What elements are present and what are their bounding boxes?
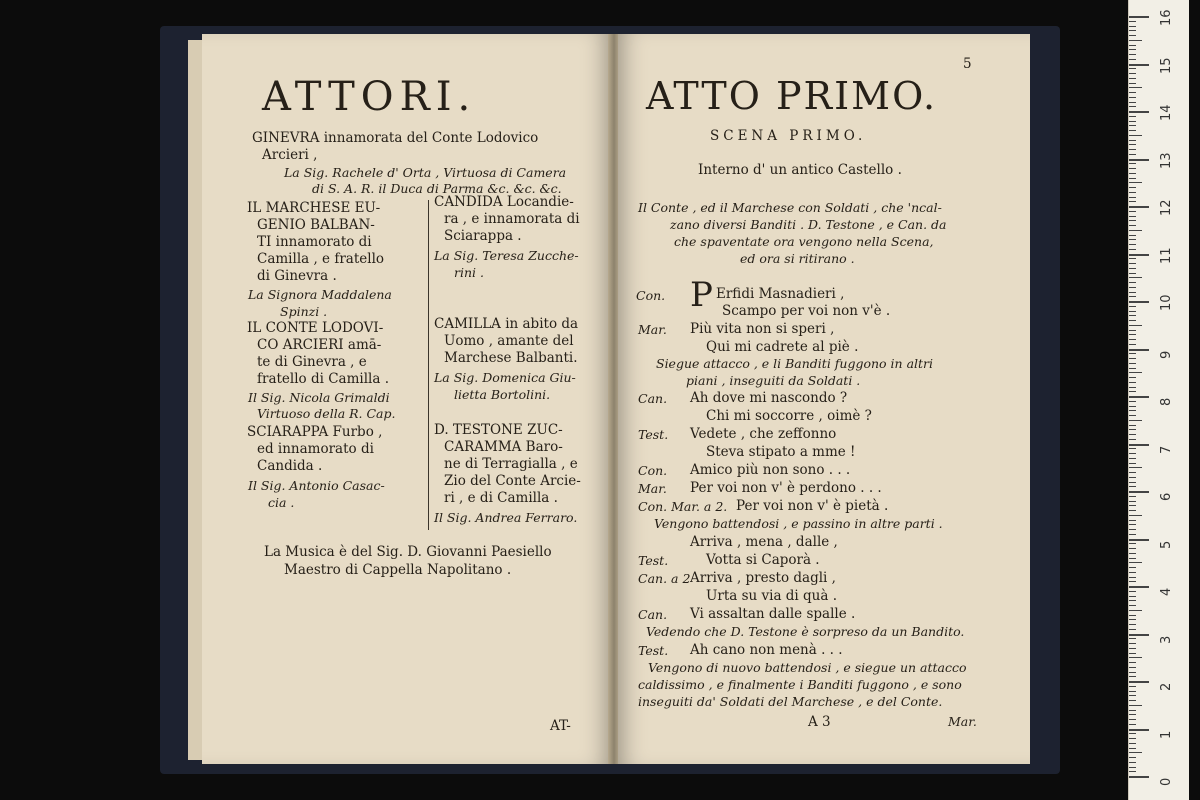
- ruler-tick: [1129, 425, 1136, 426]
- ruler-tick: [1129, 206, 1149, 208]
- ruler-tick: [1129, 258, 1136, 259]
- column-divider: [428, 200, 429, 530]
- ruler-tick: [1129, 657, 1142, 658]
- ruler-tick: [1129, 515, 1142, 516]
- right-page: [618, 34, 1030, 764]
- ruler-tick: [1129, 382, 1136, 383]
- ruler-tick: [1129, 653, 1136, 654]
- catchword: AT-: [550, 718, 571, 734]
- ruler-tick: [1129, 230, 1142, 231]
- ruler-label: 1: [1159, 730, 1174, 739]
- verse-line: Per voi non v' è perdono . . .: [690, 480, 882, 496]
- ruler-tick: [1129, 776, 1149, 778]
- scene-title: SCENA PRIMO.: [710, 128, 867, 144]
- ruler-tick: [1129, 220, 1136, 221]
- ruler-label: 16: [1159, 9, 1174, 26]
- ruler-label: 2: [1159, 682, 1174, 691]
- ruler-tick: [1129, 406, 1136, 407]
- ruler-tick: [1129, 344, 1136, 345]
- ruler-tick: [1129, 482, 1136, 483]
- stage-direction-2: caldissimo , e finalmente i Banditi fuggono , e sono: [638, 677, 962, 692]
- singer-sciarappa: Il Sig. Antonio Casac-: [248, 478, 385, 493]
- ruler-tick: [1129, 752, 1142, 753]
- singer-marchese-2: Spinzi .: [280, 304, 328, 319]
- ruler-tick: [1129, 387, 1136, 388]
- ruler-tick: [1129, 64, 1149, 66]
- ruler-tick: [1129, 638, 1136, 639]
- ruler-tick: [1129, 624, 1136, 625]
- ruler-tick: [1129, 529, 1136, 530]
- ruler-tick: [1129, 292, 1136, 293]
- ruler-label: 7: [1159, 445, 1174, 454]
- left-page: [202, 34, 610, 764]
- ruler-tick: [1129, 757, 1136, 758]
- ruler-tick: [1129, 738, 1136, 739]
- catchword: Mar.: [948, 714, 977, 729]
- verse-line: Arriva , mena , dalle ,: [690, 534, 838, 550]
- ruler-tick: [1129, 767, 1136, 768]
- ruler-tick: [1129, 586, 1149, 588]
- ruler-tick: [1129, 249, 1136, 250]
- ruler-tick: [1129, 54, 1136, 55]
- ruler-label: 4: [1159, 587, 1174, 596]
- singer-ginevra: La Sig. Rachele d' Orta , Virtuosa di Camera: [284, 165, 567, 180]
- ruler-tick: [1129, 377, 1136, 378]
- speaker: Can. a 2: [638, 571, 691, 586]
- speaker: Test.: [638, 643, 669, 658]
- ruler-tick: [1129, 372, 1142, 373]
- setting: Interno d' un antico Castello .: [698, 162, 902, 178]
- ruler-tick: [1129, 130, 1136, 131]
- ruler-tick: [1129, 748, 1136, 749]
- speaker: Test.: [638, 553, 669, 568]
- ruler-tick: [1129, 558, 1136, 559]
- ruler-tick: [1129, 743, 1136, 744]
- ruler-label: 14: [1159, 104, 1174, 121]
- ruler-tick: [1129, 444, 1149, 446]
- ruler-tick: [1129, 510, 1136, 511]
- ruler-tick: [1129, 714, 1136, 715]
- role-sciarappa-3: Candida .: [257, 458, 323, 474]
- role-candida: CANDIDA Locandie-: [434, 194, 574, 210]
- stage-direction: Vengono battendosi , e passino in altre parti .: [654, 516, 943, 531]
- ruler-tick: [1129, 168, 1136, 169]
- role-ginevra: GINEVRA innamorata del Conte Lodovico: [252, 130, 539, 146]
- ruler-tick: [1129, 111, 1149, 113]
- ruler-tick: [1129, 729, 1149, 731]
- ruler-tick: [1129, 239, 1136, 240]
- ruler-tick: [1129, 619, 1136, 620]
- ruler-tick: [1129, 396, 1149, 398]
- role-testone-3: ne di Terragialla , e: [444, 456, 578, 472]
- ruler-tick: [1129, 235, 1136, 236]
- role-candida-2: ra , e innamorata di: [444, 211, 580, 227]
- singer-testone: Il Sig. Andrea Ferraro.: [434, 510, 578, 525]
- ruler-tick: [1129, 339, 1136, 340]
- ruler-tick: [1129, 596, 1136, 597]
- ruler-label: 10: [1159, 294, 1174, 311]
- ruler-label: 3: [1159, 635, 1174, 644]
- ruler-label: 9: [1159, 350, 1174, 359]
- ruler-tick: [1129, 325, 1142, 326]
- ruler-tick: [1129, 648, 1136, 649]
- verse-line: Erfidi Masnadieri ,: [716, 286, 845, 302]
- role-conte-3: te di Ginevra , e: [257, 354, 367, 370]
- ruler-tick: [1129, 353, 1136, 354]
- ruler-tick: [1129, 434, 1136, 435]
- ruler-tick: [1129, 391, 1136, 392]
- ruler-tick: [1129, 591, 1136, 592]
- ruler-tick: [1129, 472, 1136, 473]
- verse-line: Amico più non sono . . .: [690, 462, 851, 478]
- ruler-tick: [1129, 159, 1149, 161]
- ruler-tick: [1129, 567, 1136, 568]
- speaker: Mar.: [638, 322, 667, 337]
- singer-marchese: La Signora Maddalena: [248, 287, 392, 302]
- stage-direction-2: zano diversi Banditi . D. Testone , e Can. da: [670, 217, 947, 232]
- ruler-tick: [1129, 724, 1136, 725]
- ruler-tick: [1129, 629, 1136, 630]
- ruler-tick: [1129, 182, 1142, 183]
- verse-line: Vi assaltan dalle spalle .: [690, 606, 856, 622]
- ruler-tick: [1129, 102, 1136, 103]
- verse-line: Qui mi cadrete al piè .: [706, 339, 859, 355]
- ruler-tick: [1129, 40, 1142, 41]
- ruler-tick: [1129, 667, 1136, 668]
- ruler-tick: [1129, 477, 1136, 478]
- ruler-tick: [1129, 225, 1136, 226]
- ruler-tick: [1129, 534, 1136, 535]
- ruler-tick: [1129, 144, 1136, 145]
- ruler-tick: [1129, 92, 1136, 93]
- ruler-tick: [1129, 401, 1136, 402]
- ruler-tick: [1129, 420, 1142, 421]
- ruler-label: 15: [1159, 56, 1174, 74]
- verse-line: Ah dove mi nascondo ?: [690, 390, 848, 406]
- ruler-tick: [1129, 762, 1136, 763]
- role-camilla: CAMILLA in abito da: [434, 316, 579, 332]
- ruler-tick: [1129, 467, 1142, 468]
- ruler-tick: [1129, 363, 1136, 364]
- ruler-tick: [1129, 600, 1136, 601]
- verse-line: Steva stipato a mme !: [706, 444, 856, 460]
- role-sciarappa-2: ed innamorato di: [257, 441, 374, 457]
- stage-direction: Il Conte , ed il Marchese con Soldati , che 'ncal-: [638, 200, 942, 215]
- ruler-tick: [1129, 311, 1136, 312]
- ruler-tick: [1129, 334, 1136, 335]
- ruler-tick: [1129, 192, 1136, 193]
- speaker: Mar.: [638, 481, 667, 496]
- ruler-tick: [1129, 178, 1136, 179]
- ruler-tick: [1129, 282, 1136, 283]
- ruler-label: 0: [1159, 777, 1174, 786]
- ruler-tick: [1129, 306, 1136, 307]
- ruler-tick: [1129, 458, 1136, 459]
- ruler-tick: [1129, 581, 1136, 582]
- ruler-tick: [1129, 116, 1136, 117]
- role-sciarappa: SCIARAPPA Furbo ,: [247, 424, 383, 440]
- verse-line: Urta su via di quà .: [706, 588, 838, 604]
- ruler-tick: [1129, 211, 1136, 212]
- ruler-tick: [1129, 605, 1136, 606]
- verse-line: Ah cano non menà . . .: [690, 642, 843, 658]
- role-conte: IL CONTE LODOVI-: [247, 320, 384, 336]
- ruler-label: 6: [1159, 492, 1174, 501]
- ruler-label: 8: [1159, 397, 1174, 406]
- ruler-tick: [1129, 634, 1149, 636]
- ruler-label: 12: [1159, 199, 1174, 216]
- ruler-label: 11: [1159, 246, 1174, 264]
- speaker: Con.: [638, 463, 668, 478]
- stage-direction-4: ed ora si ritirano .: [740, 251, 855, 266]
- ruler-tick: [1129, 21, 1136, 22]
- ruler-tick: [1129, 448, 1136, 449]
- singer-ginevra-2: di S. A. R. il Duca di Parma &c. &c. &c.: [312, 181, 562, 196]
- ruler-tick: [1129, 106, 1136, 107]
- ruler-tick: [1129, 273, 1136, 274]
- role-conte-4: fratello di Camilla .: [257, 371, 389, 387]
- ruler-tick: [1129, 201, 1136, 202]
- ruler-tick: [1129, 45, 1136, 46]
- ruler-tick: [1129, 187, 1136, 188]
- ruler-tick: [1129, 710, 1136, 711]
- ruler-tick: [1129, 173, 1136, 174]
- ruler-tick: [1129, 439, 1136, 440]
- ruler-tick: [1129, 68, 1136, 69]
- stage-direction-2: piani , inseguiti da Soldati .: [686, 373, 861, 388]
- ruler-tick: [1129, 320, 1136, 321]
- ruler-tick: [1129, 358, 1136, 359]
- ruler-tick: [1129, 268, 1136, 269]
- ruler-tick: [1129, 771, 1136, 772]
- ruler-tick: [1129, 501, 1136, 502]
- role-testone-5: ri , e di Camilla .: [444, 490, 558, 506]
- singer-candida: La Sig. Teresa Zucche-: [434, 248, 579, 263]
- ruler-tick: [1129, 140, 1136, 141]
- ruler-tick: [1129, 301, 1149, 303]
- page-number: 5: [963, 56, 972, 72]
- ruler-tick: [1129, 83, 1136, 84]
- ruler-tick: [1129, 719, 1136, 720]
- role-conte-2: CO ARCIERI amā-: [257, 337, 382, 353]
- ruler-tick: [1129, 35, 1136, 36]
- ruler-tick: [1129, 524, 1136, 525]
- ruler-tick: [1129, 705, 1142, 706]
- verse-line: Votta si Caporà .: [706, 552, 820, 568]
- ruler-tick: [1129, 154, 1136, 155]
- ruler-tick: [1129, 643, 1136, 644]
- ruler-tick: [1129, 610, 1142, 611]
- ruler-tick: [1129, 700, 1136, 701]
- ruler-tick: [1129, 491, 1149, 493]
- ruler-tick: [1129, 368, 1136, 369]
- ruler-tick: [1129, 263, 1136, 264]
- speaker: Can.: [638, 607, 668, 622]
- ruler-tick: [1129, 149, 1136, 150]
- ruler-label: 5: [1159, 540, 1174, 549]
- ruler-tick: [1129, 520, 1136, 521]
- ruler-tick: [1129, 87, 1142, 88]
- ruler-tick: [1129, 59, 1136, 60]
- ruler-tick: [1129, 695, 1136, 696]
- singer-conte-2: Virtuoso della R. Cap.: [257, 406, 396, 421]
- ruler-tick: [1129, 410, 1136, 411]
- music-credit-2: Maestro di Cappella Napolitano .: [284, 562, 512, 578]
- ruler-label: 13: [1159, 151, 1174, 169]
- ruler-tick: [1129, 415, 1136, 416]
- singer-camilla-2: lietta Bortolini.: [454, 387, 551, 402]
- verse-line: Chi mi soccorre , oimè ?: [706, 408, 872, 424]
- ruler-tick: [1129, 662, 1136, 663]
- role-camilla-2: Uomo , amante del: [444, 333, 574, 349]
- ruler-tick: [1129, 349, 1149, 351]
- stage-direction: Siegue attacco , e li Banditi fuggono in altri: [656, 356, 934, 371]
- role-testone: D. TESTONE ZUC-: [434, 422, 563, 438]
- role-testone-4: Zio del Conte Arcie-: [444, 473, 581, 489]
- ruler-tick: [1129, 672, 1136, 673]
- ruler-tick: [1129, 78, 1136, 79]
- ruler-tick: [1129, 577, 1136, 578]
- ruler-tick: [1129, 681, 1149, 683]
- role-candida-3: Sciarappa .: [444, 228, 522, 244]
- measuring-ruler: [1128, 0, 1189, 800]
- ruler-tick: [1129, 197, 1136, 198]
- ruler-tick: [1129, 572, 1136, 573]
- stage-direction: Vengono di nuovo battendosi , e siegue un attacco: [648, 660, 967, 675]
- ruler-tick: [1129, 676, 1136, 677]
- ruler-tick: [1129, 429, 1136, 430]
- stage-direction-3: inseguiti da' Soldati del Marchese , e del Conte.: [638, 694, 943, 709]
- verse-line: Per voi non v' è pietà .: [736, 498, 889, 514]
- ruler-tick: [1129, 496, 1136, 497]
- verse-line: Più vita non si speri ,: [690, 321, 835, 337]
- ruler-tick: [1129, 691, 1136, 692]
- ruler-tick: [1129, 553, 1136, 554]
- stage-direction: Vedendo che D. Testone è sorpreso da un Bandito.: [646, 624, 965, 639]
- singer-camilla: La Sig. Domenica Giu-: [434, 370, 576, 385]
- ruler-tick: [1129, 296, 1136, 297]
- verse-line: Arriva , presto dagli ,: [690, 570, 836, 586]
- ruler-tick: [1129, 453, 1136, 454]
- drop-cap: P: [690, 275, 713, 315]
- verse-line: Vedete , che zeffonno: [690, 426, 837, 442]
- speaker: Test.: [638, 427, 669, 442]
- singer-conte: Il Sig. Nicola Grimaldi: [248, 390, 390, 405]
- speaker: Can.: [638, 391, 668, 406]
- ruler-tick: [1129, 486, 1136, 487]
- ruler-tick: [1129, 277, 1142, 278]
- ruler-tick: [1129, 244, 1136, 245]
- role-ginevra-2: Arcieri ,: [262, 147, 318, 163]
- singer-sciarappa-2: cia .: [268, 495, 295, 510]
- ruler-tick: [1129, 254, 1149, 256]
- ruler-tick: [1129, 686, 1136, 687]
- role-camilla-3: Marchese Balbanti.: [444, 350, 578, 366]
- ruler-tick: [1129, 543, 1136, 544]
- ruler-tick: [1129, 562, 1142, 563]
- ruler-tick: [1129, 287, 1136, 288]
- ruler-tick: [1129, 135, 1142, 136]
- ruler-tick: [1129, 505, 1136, 506]
- ruler-tick: [1129, 97, 1136, 98]
- ruler-tick: [1129, 49, 1136, 50]
- verse-line: Scampo per voi non v'è .: [722, 303, 891, 319]
- ruler-tick: [1129, 315, 1136, 316]
- ruler-tick: [1129, 73, 1136, 74]
- ruler-tick: [1129, 539, 1149, 541]
- ruler-tick: [1129, 16, 1149, 18]
- singer-candida-2: rini .: [454, 265, 484, 280]
- speaker: Con.: [636, 288, 666, 303]
- act-title: ATTO PRIMO.: [646, 74, 938, 118]
- role-marchese-3: TI innamorato di: [257, 234, 372, 250]
- ruler-tick: [1129, 463, 1136, 464]
- ruler-tick: [1129, 548, 1136, 549]
- signature-mark: A 3: [808, 714, 831, 730]
- ruler-tick: [1129, 30, 1136, 31]
- stage-direction-3: che spaventate ora vengono nella Scena,: [674, 234, 934, 249]
- ruler-tick: [1129, 125, 1136, 126]
- ruler-tick: [1129, 330, 1136, 331]
- ruler-tick: [1129, 26, 1136, 27]
- music-credit: La Musica è del Sig. D. Giovanni Paesiello: [264, 544, 552, 560]
- ruler-tick: [1129, 121, 1136, 122]
- role-marchese: IL MARCHESE EU-: [247, 200, 381, 216]
- ruler-tick: [1129, 733, 1136, 734]
- role-marchese-5: di Ginevra .: [257, 268, 337, 284]
- ruler-tick: [1129, 615, 1136, 616]
- role-testone-2: CARAMMA Baro-: [444, 439, 563, 455]
- speaker: Con. Mar. a 2.: [638, 499, 728, 514]
- ruler-tick: [1129, 163, 1136, 164]
- role-marchese-2: GENIO BALBAN-: [257, 217, 375, 233]
- role-marchese-4: Camilla , e fratello: [257, 251, 385, 267]
- page-title: ATTORI.: [262, 74, 477, 120]
- ruler-tick: [1129, 216, 1136, 217]
